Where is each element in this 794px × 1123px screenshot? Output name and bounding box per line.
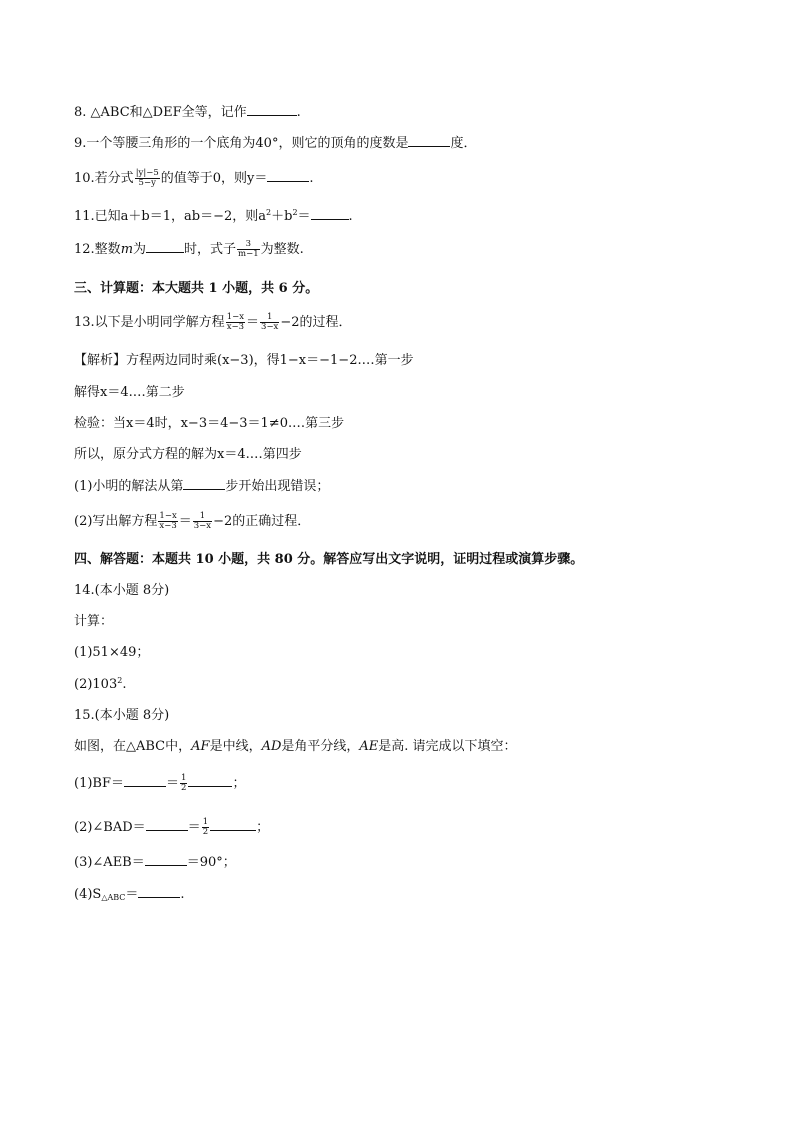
q13-p2-end: −2的正确过程．: [213, 514, 311, 529]
answer-blank[interactable]: [124, 774, 166, 787]
q15-p4-text: (4)S: [74, 887, 102, 902]
fraction: [158, 512, 177, 531]
q13-analysis: 【解析】方程两边同时乘(x−3)，得1−x＝−1−2.…第一步: [74, 353, 414, 368]
answer-blank[interactable]: [138, 885, 180, 898]
variable-m: m: [120, 242, 134, 257]
fraction-numerator: 1: [193, 512, 212, 522]
question-9: [74, 134, 476, 153]
q13-p1-end: 步开始出现错误；: [225, 479, 330, 494]
q15-intro: [74, 738, 517, 756]
segment-ae: AE: [359, 739, 379, 754]
q13-step-4: 所以，原分式方程的解为x＝4.…第四步: [74, 447, 302, 462]
q15-heading: 15.(本小题 8分): [74, 708, 170, 723]
fraction-denominator: x−3: [159, 521, 177, 531]
question-8: [74, 103, 301, 122]
question-13: [74, 313, 352, 332]
q8-end: .: [296, 105, 301, 120]
answer-blank[interactable]: [146, 818, 188, 831]
section-4-heading: 四、解答题：本题共 10 小题，共 80 分。解答应写出文字说明，证明过程或演算步骤。: [74, 552, 584, 567]
fraction-denominator: m−1: [238, 249, 259, 259]
answer-blank[interactable]: [247, 103, 297, 116]
equals-sign: ＝: [166, 776, 180, 791]
question-10: [74, 169, 314, 188]
fraction-denominator: 3−x: [261, 322, 279, 332]
q11-text-b: ＋b: [271, 209, 293, 224]
fraction-numerator: 1−x: [226, 312, 245, 322]
q14-p2-text: (2)103: [74, 677, 118, 692]
equals-sign: ＝: [246, 315, 260, 330]
segment-af: AF: [191, 739, 210, 754]
fraction: [226, 313, 245, 332]
q12-text: 12.整数: [74, 242, 121, 257]
subscript: △ABC: [101, 893, 126, 902]
fraction: [135, 169, 160, 188]
answer-blank[interactable]: [188, 774, 232, 787]
fraction: [237, 240, 260, 259]
q15-p2-text: (2)∠BAD＝: [74, 820, 146, 835]
q13-p1-text: (1)小明的解法从第: [74, 479, 184, 494]
q14-calc-label: 计算：: [74, 614, 114, 629]
question-12: [74, 240, 304, 259]
q14-part-2: [74, 676, 126, 694]
exponent: 2: [117, 676, 123, 685]
fraction-numerator: 1−x: [159, 511, 177, 521]
segment-ad: AD: [261, 739, 282, 754]
exponent: 2: [292, 208, 298, 217]
equals-sign: ＝: [178, 514, 192, 529]
answer-blank[interactable]: [183, 477, 225, 490]
fraction-denominator: 3−x: [193, 521, 212, 531]
q14-heading: 14.(本小题 8分): [74, 583, 170, 598]
q15-part-4: [74, 885, 185, 904]
q11-text: 11.已知a＋b＝1，ab＝−2，则a: [74, 209, 267, 224]
q15-part-3: [74, 853, 236, 872]
q9-text: 9.一个等腰三角形的一个底角为40°，则它的顶角的度数是: [74, 136, 409, 151]
q12-text-c: 时，式子: [184, 242, 237, 257]
q13-part-1: [74, 477, 329, 496]
fraction-numerator: 1: [202, 817, 209, 827]
fraction-numerator: |y|−5: [135, 168, 159, 178]
q15-intro-a: 如图，在△ABC中，: [74, 739, 192, 754]
q15-p2-end: ；: [256, 820, 270, 835]
fraction-denominator: 5−y: [138, 178, 156, 188]
q15-p1-text: (1)BF＝: [74, 776, 124, 791]
q9-end: 度．: [450, 136, 477, 151]
fraction-half: [180, 774, 187, 793]
q13-step-3: 检验：当x＝4时，x−3＝4−3＝1≠0.…第三步: [74, 416, 345, 431]
q15-intro-d: 是高. 请完成以下填空：: [378, 739, 517, 754]
section-3-heading: 三、计算题：本大题共 1 小题，共 6 分。: [74, 281, 319, 296]
answer-blank[interactable]: [210, 818, 256, 831]
q13-text: 13.以下是小明同学解方程: [74, 315, 225, 330]
answer-blank[interactable]: [267, 169, 309, 182]
q15-p3-text: (3)∠AEB＝: [74, 855, 145, 870]
q8-text: 8. △ABC和△DEF全等，记作: [74, 105, 247, 120]
q10-end: .: [309, 171, 314, 186]
exponent: 2: [266, 208, 272, 217]
q14-p2-end: .: [122, 677, 127, 692]
fraction: [260, 313, 279, 332]
q13-p2-text: (2)写出解方程: [74, 514, 158, 529]
q15-intro-b: 是中线，: [209, 739, 262, 754]
q11-end: .: [348, 209, 353, 224]
q15-part-2: [74, 818, 269, 837]
q15-intro-c: 是角平分线，: [281, 739, 360, 754]
answer-blank[interactable]: [146, 240, 184, 253]
q13-part-2: [74, 512, 310, 531]
q15-p4-end: .: [180, 887, 185, 902]
fraction-half: [202, 818, 209, 837]
q11-text-c: ＝: [297, 209, 311, 224]
q12-text-d: 为整数.: [260, 242, 304, 257]
equals-sign: ＝: [125, 887, 139, 902]
q14-part-1: (1)51×49；: [74, 645, 150, 660]
answer-blank[interactable]: [408, 134, 450, 147]
q10-text-b: 的值等于0，则y＝: [160, 171, 268, 186]
fraction: [193, 512, 212, 531]
fraction-numerator: 1: [260, 313, 279, 323]
answer-blank[interactable]: [145, 853, 187, 866]
fraction-denominator: 2: [181, 783, 187, 793]
question-11: [74, 207, 353, 226]
q13-text-b: −2的过程．: [280, 315, 352, 330]
q10-text: 10.若分式: [74, 171, 134, 186]
fraction-numerator: 3: [237, 240, 260, 250]
fraction-denominator: 2: [202, 827, 209, 837]
q15-p3-end: ＝90°；: [186, 855, 236, 870]
q13-step-2: 解得x＝4.…第二步: [74, 385, 185, 400]
equals-sign: ＝: [187, 820, 201, 835]
fraction-denominator: x−3: [226, 322, 245, 332]
q15-p1-end: ；: [232, 776, 246, 791]
fraction-numerator: 1: [181, 773, 187, 783]
q12-text-b: 为: [133, 242, 147, 257]
answer-blank[interactable]: [311, 207, 349, 220]
q15-part-1: [74, 774, 245, 793]
